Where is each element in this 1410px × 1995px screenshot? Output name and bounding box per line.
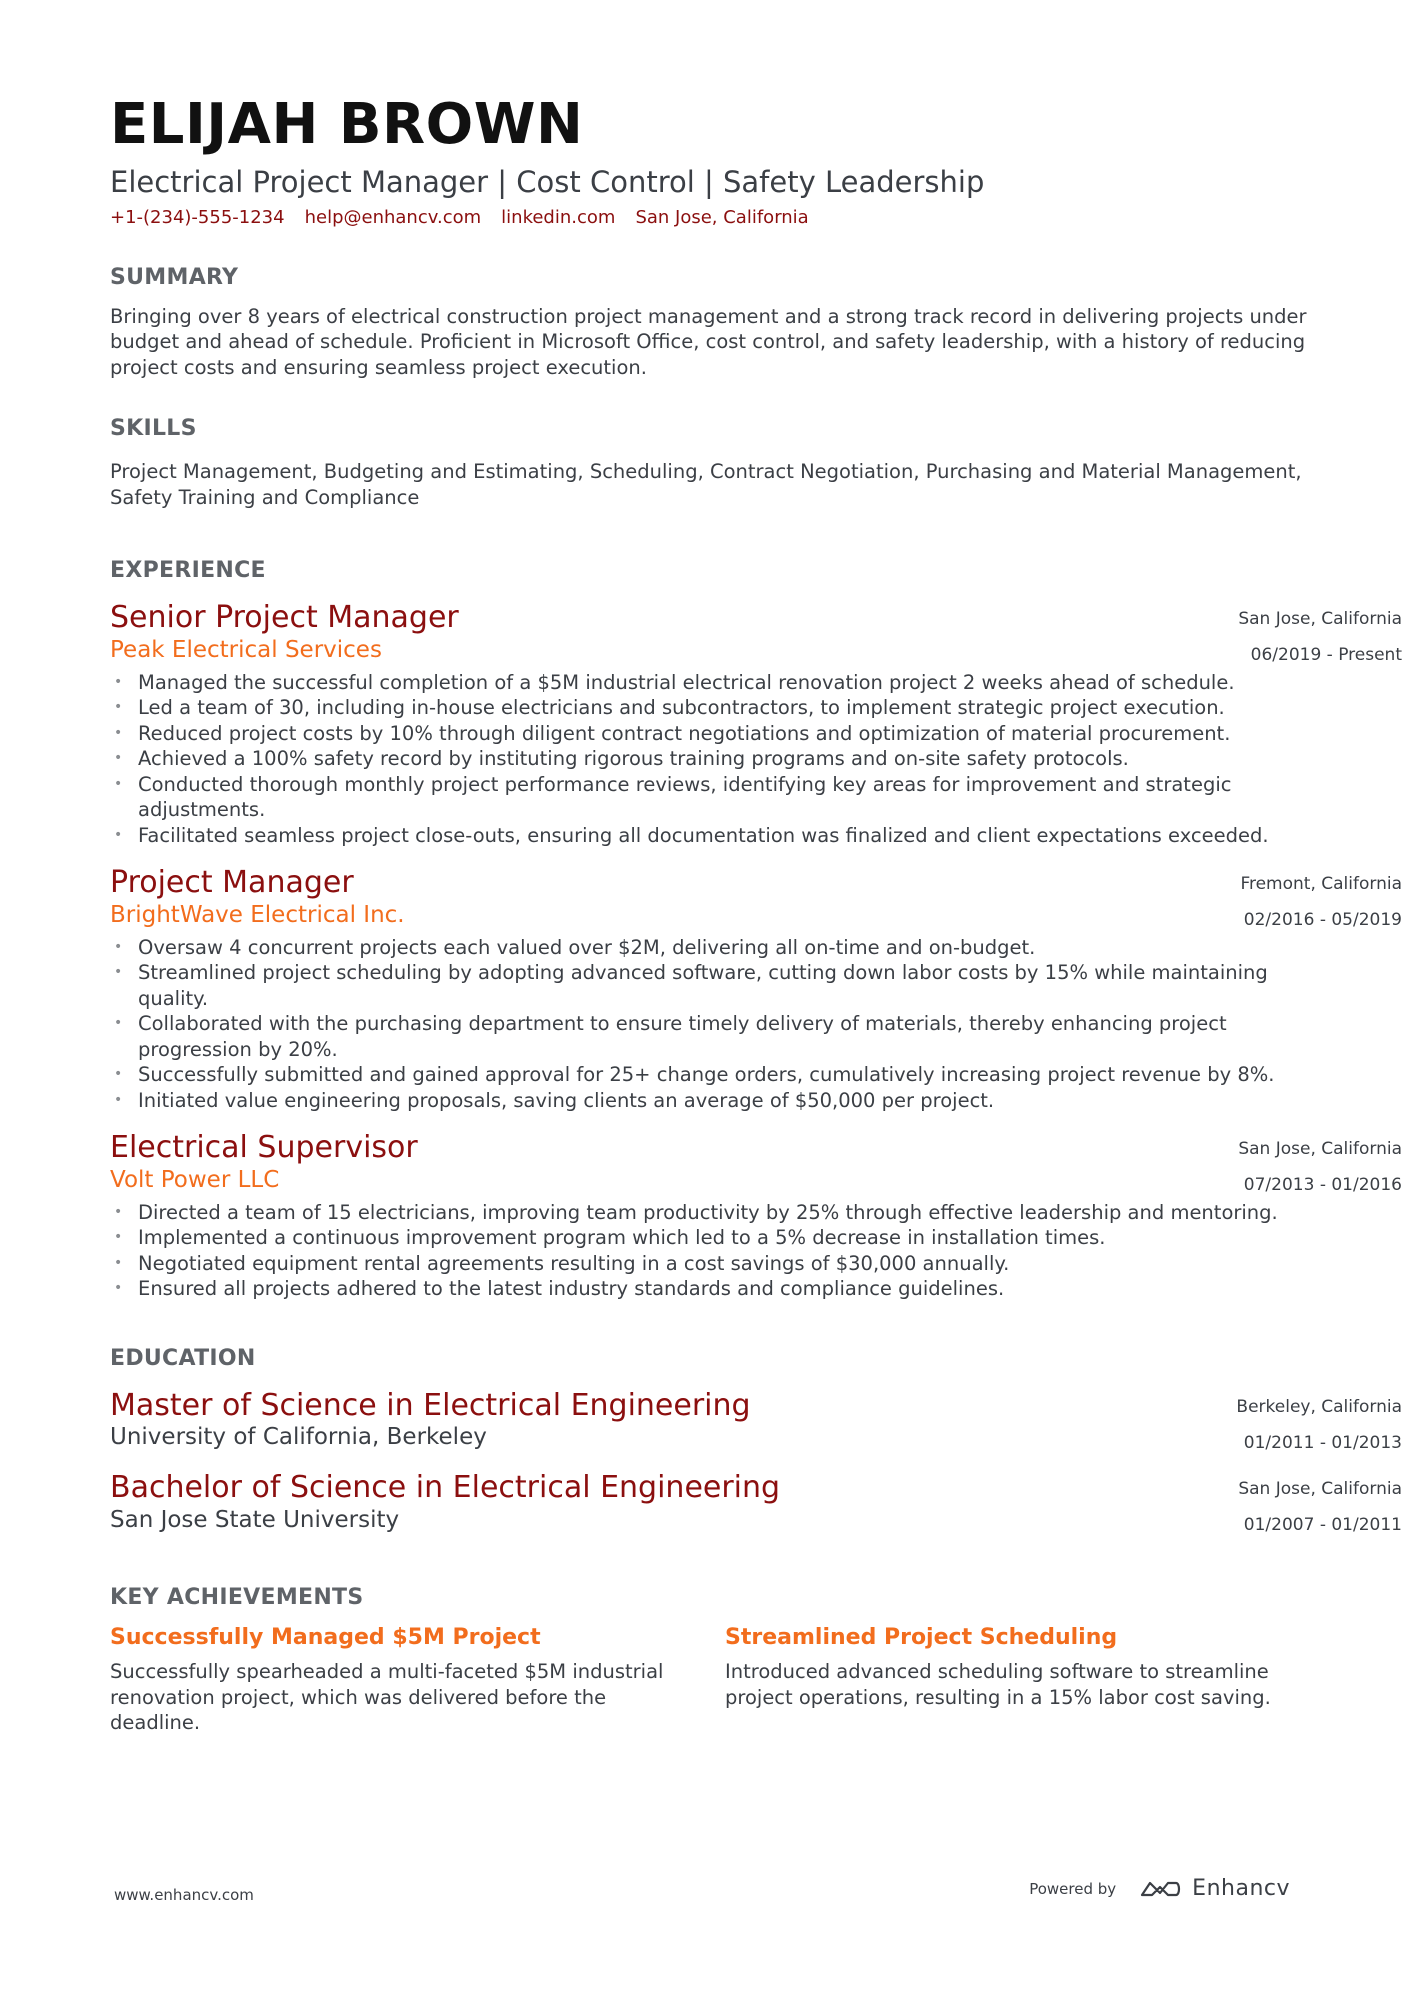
- achievement-text: Introduced advanced scheduling software to streamline project operations, resulting in a 15% labor cost saving.: [725, 1660, 1271, 1709]
- achievement-item: [725, 1624, 1290, 1735]
- achievement-text: Successfully spearheaded a multi-faceted $5M industrial renovation project, which was delivered before the deadline.: [110, 1660, 664, 1735]
- job-bullets: [110, 1200, 1320, 1302]
- company-name: BrightWave Electrical Inc.: [110, 901, 405, 928]
- skills-heading: SKILLS: [110, 416, 197, 442]
- job-title: Project Manager: [110, 865, 354, 901]
- linkedin-link[interactable]: linkedin.com: [501, 206, 616, 228]
- bullet-item: • Negotiated equipment rental agreements resulting in a cost savings of $30,000 annually.: [110, 1251, 1320, 1277]
- job-entry: [110, 1130, 1402, 1301]
- degree: Master of Science in Electrical Engineering: [110, 1387, 751, 1423]
- job-location: San Jose, California: [1238, 609, 1402, 630]
- achievements-section: [110, 1585, 1310, 1735]
- phone[interactable]: +1-(234)-555-1234: [110, 206, 285, 228]
- bullet-item: • Successfully submitted and gained approval for 25+ change orders, cumulatively increasing project revenue by 8%.: [110, 1062, 1320, 1088]
- brand-logo[interactable]: [1138, 1876, 1290, 1901]
- degree: Bachelor of Science in Electrical Engineering: [110, 1470, 781, 1506]
- achievement-title: Successfully Managed $5M Project: [110, 1625, 541, 1651]
- bullet-item: • Reduced project costs by 10% through diligent contract negotiations and optimization of material procurement.: [110, 721, 1320, 747]
- powered-by-label: Powered by: [1029, 1879, 1117, 1898]
- education-meta: [1236, 1389, 1402, 1461]
- candidate-name: ELIJAH BROWN: [110, 92, 584, 157]
- job-dates: 07/2013 - 01/2016: [1243, 1175, 1402, 1196]
- job-bullets: [110, 670, 1320, 849]
- education-location: San Jose, California: [1238, 1479, 1402, 1500]
- location: San Jose, California: [635, 206, 809, 228]
- achievements-grid: [110, 1624, 1310, 1735]
- education-meta: [1238, 1471, 1402, 1543]
- skills-section: [110, 416, 1310, 510]
- school-name: University of California, Berkeley: [110, 1424, 487, 1451]
- experience-section: [110, 558, 1402, 1301]
- achievement-title: Streamlined Project Scheduling: [725, 1625, 1118, 1651]
- job-entry: [110, 865, 1402, 1113]
- resume-header: [110, 92, 1310, 229]
- job-location: San Jose, California: [1238, 1139, 1402, 1160]
- job-meta: [1240, 866, 1402, 938]
- job-meta: [1238, 1131, 1402, 1203]
- education-dates: 01/2007 - 01/2011: [1243, 1515, 1402, 1536]
- bullet-item: • Led a team of 30, including in-house electricians and subcontractors, to implement strategic project execution.: [110, 695, 1320, 721]
- education-location: Berkeley, California: [1236, 1396, 1402, 1417]
- bullet-item: • Directed a team of 15 electricians, improving team productivity by 25% through effective leadership and mentoring.: [110, 1200, 1320, 1226]
- bullet-item: • Managed the successful completion of a $5M industrial electrical renovation project 2 weeks ahead of schedule.: [110, 670, 1320, 696]
- contact-info: [110, 206, 1310, 229]
- bullet-item: • Conducted thorough monthly project performance reviews, identifying key areas for improvement and strategic adjustments.: [110, 772, 1320, 823]
- resume-page: [110, 92, 1402, 1736]
- summary-heading: SUMMARY: [110, 264, 239, 290]
- email[interactable]: help@enhancv.com: [304, 206, 482, 228]
- footer-branding: [1029, 1876, 1290, 1901]
- education-heading: EDUCATION: [110, 1345, 256, 1371]
- bullet-item: • Facilitated seamless project close-outs, ensuring all documentation was finalized and client expectations exceeded.: [110, 823, 1320, 849]
- job-title: Electrical Supervisor: [110, 1130, 418, 1166]
- bullet-item: • Implemented a continuous improvement program which led to a 5% decrease in installation times.: [110, 1225, 1320, 1251]
- bullet-item: • Ensured all projects adhered to the latest industry standards and compliance guidelines.: [110, 1276, 1320, 1302]
- education-dates: 01/2011 - 01/2013: [1243, 1432, 1402, 1453]
- job-title: Senior Project Manager: [110, 600, 459, 636]
- company-name: Peak Electrical Services: [110, 636, 382, 663]
- school-name: San Jose State University: [110, 1506, 400, 1533]
- enhancv-logo-icon: [1138, 1877, 1182, 1901]
- education-entry: [110, 1387, 1402, 1453]
- bullet-item: • Oversaw 4 concurrent projects each valued over $2M, delivering all on-time and on-budget.: [110, 935, 1320, 961]
- job-dates: 02/2016 - 05/2019: [1243, 910, 1402, 931]
- job-dates: 06/2019 - Present: [1250, 645, 1402, 666]
- headline: Electrical Project Manager | Cost Control | Safety Leadership: [110, 164, 985, 199]
- education-entry: [110, 1470, 1402, 1536]
- skills-text: Project Management, Budgeting and Estimating, Scheduling, Contract Negotiation, Purchasing and Material Management, Safety Training and Compliance: [110, 460, 1302, 509]
- bullet-item: • Initiated value engineering proposals, saving clients an average of $50,000 per project.: [110, 1088, 1320, 1114]
- education-section: [110, 1345, 1402, 1536]
- bullet-item: • Streamlined project scheduling by adopting advanced software, cutting down labor costs by 15% while maintaining quality.: [110, 960, 1320, 1011]
- company-name: Volt Power LLC: [110, 1166, 280, 1193]
- job-bullets: [110, 935, 1320, 1114]
- job-location: Fremont, California: [1240, 874, 1402, 895]
- job-entry: [110, 600, 1402, 848]
- job-meta: [1238, 601, 1402, 673]
- footer-website[interactable]: www.enhancv.com: [114, 1886, 254, 1904]
- summary-section: [110, 265, 1310, 381]
- experience-heading: EXPERIENCE: [110, 558, 266, 584]
- bullet-item: • Collaborated with the purchasing department to ensure timely delivery of materials, thereby enhancing project progression by 20%.: [110, 1011, 1320, 1062]
- bullet-item: • Achieved a 100% safety record by instituting rigorous training programs and on-site safety protocols.: [110, 746, 1320, 772]
- summary-text: Bringing over 8 years of electrical construction project management and a strong track record in delivering projects under budget and ahead of schedule. Proficient in Microsoft Office, cost control, and safety leadership, with a history of reducing project costs and ensuring seamless project execution.: [110, 304, 1307, 379]
- achievements-heading: KEY ACHIEVEMENTS: [110, 1585, 364, 1611]
- achievement-item: [110, 1624, 675, 1735]
- brand-name: Enhancv: [1192, 1876, 1290, 1901]
